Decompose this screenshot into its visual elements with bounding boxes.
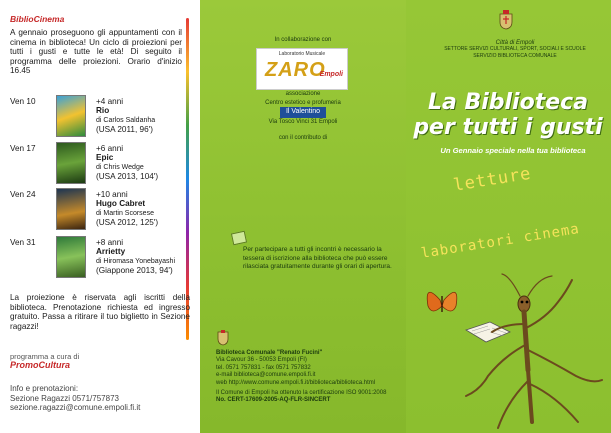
film-poster bbox=[56, 236, 86, 278]
address-line: Via Cavour 36 - 50053 Empoli (FI) bbox=[216, 357, 307, 364]
zaro-logo bbox=[256, 48, 348, 90]
film-info: (Giappone 2013, 94') bbox=[96, 266, 173, 276]
web-line: web http://www.comune.empoli.fi.it/biblioteca/biblioteca.html bbox=[216, 379, 376, 386]
film-age: +4 anni bbox=[96, 97, 124, 106]
stick-insect-icon bbox=[466, 274, 602, 428]
crest-icon bbox=[216, 330, 230, 346]
municipality-service: SERVIZIO BIBLIOTECA COMUNALE bbox=[473, 52, 557, 59]
sponsor-line-4: con il contributo di bbox=[278, 135, 328, 142]
film-title: Arrietty bbox=[96, 247, 126, 257]
book-icon bbox=[466, 322, 510, 342]
film-info: (USA 2011, 96') bbox=[96, 125, 153, 135]
library-address bbox=[216, 350, 402, 405]
municipality-name: Città di Empoli bbox=[495, 40, 535, 46]
crest-icon bbox=[498, 10, 514, 30]
film-director: di Chris Wedge bbox=[96, 163, 144, 171]
certification-number: No. CERT-17609-2005-AQ-FLR-SINCERT bbox=[216, 397, 331, 404]
reservation-note: La proiezione è riservata agli iscritti della biblioteca. Prenotazione richiesta ed ingresso gratuito. Passa a ritirare il tuo biglietto in Sezione ragazzi! bbox=[10, 293, 190, 331]
film-date: Ven 24 bbox=[10, 190, 36, 199]
film-item bbox=[10, 190, 190, 240]
film-title: Rio bbox=[96, 106, 110, 116]
film-text bbox=[96, 238, 175, 276]
word-letture: letture bbox=[452, 163, 533, 196]
logo-big-text: ZARO bbox=[265, 59, 326, 81]
page-title bbox=[410, 90, 606, 140]
film-director: di Martin Scorsese bbox=[96, 209, 154, 217]
logo-small-text: Laboratorio Musicale bbox=[278, 51, 326, 57]
stick-insect-reading-illustration bbox=[406, 272, 611, 433]
film-poster bbox=[56, 95, 86, 137]
film-info: (USA 2012, 125') bbox=[96, 218, 159, 228]
info-email: sezione.ragazzi@comune.empoli.fi.it bbox=[10, 403, 141, 413]
collaboration-label: In collaborazione con bbox=[274, 37, 332, 43]
organizer-label: programma a cura di bbox=[10, 352, 80, 361]
film-age: +6 anni bbox=[96, 144, 124, 153]
certification-line: Il Comune di Empoli ha ottenuto la certificazione ISO 9001:2008 bbox=[216, 390, 387, 397]
film-age: +8 anni bbox=[96, 238, 124, 247]
film-age: +10 anni bbox=[96, 190, 128, 199]
film-director: di Carlos Saldanha bbox=[96, 116, 156, 124]
film-item bbox=[10, 144, 190, 194]
sponsor-line-1: associazione bbox=[285, 91, 321, 97]
word-laboratori-cinema: laboratori cinema bbox=[420, 220, 581, 262]
film-date: Ven 10 bbox=[10, 97, 36, 106]
sponsor-line-3: Via Tosco Vinci 31 Empoli bbox=[268, 118, 338, 125]
sponsor-lines bbox=[216, 90, 390, 143]
film-text bbox=[96, 190, 158, 228]
film-text bbox=[96, 97, 155, 135]
municipality-dept: SETTORE SERVIZI CULTURALI, SPORT, SOCIALI E SCUOLE bbox=[444, 46, 586, 53]
intro-text: A gennaio proseguono gli appuntamenti con il cinema in biblioteca! Un ciclo di proiezioni per tutti i gusti e tutte le età! Di seguito il programma delle proiezioni. Orario d'inizio 16.45 bbox=[10, 28, 182, 76]
film-director: di Hiromasa Yonebayashi bbox=[96, 257, 175, 265]
film-title: Hugo Cabret bbox=[96, 199, 146, 209]
title-line-1: La Biblioteca bbox=[427, 90, 589, 115]
film-item bbox=[10, 97, 190, 147]
film-poster bbox=[56, 188, 86, 230]
organizer-credit bbox=[10, 352, 79, 370]
sponsor-line-2: Centro estetico e profumeria bbox=[265, 99, 341, 106]
email-line: e-mail biblioteca@comune.empoli.fi.it bbox=[216, 372, 316, 379]
film-text bbox=[96, 144, 158, 182]
library-name: Biblioteca Comunale "Renato Fucini" bbox=[216, 350, 323, 356]
membership-note: Per partecipare a tutti gli incontri è necessario la tessera di iscrizione alla biblioteca che può essere rilasciata gratuitamente durante gli orari di apertura. bbox=[243, 246, 392, 271]
contact-info bbox=[10, 384, 140, 413]
phone-line: tel. 0571 757831 - fax 0571 757832 bbox=[216, 364, 311, 371]
film-item bbox=[10, 238, 190, 288]
page-subtitle: Un Gennaio speciale nella tua biblioteca bbox=[440, 146, 586, 155]
film-date: Ven 17 bbox=[10, 144, 36, 153]
section-header: BiblioCinema bbox=[10, 14, 65, 24]
info-phone: Sezione Ragazzi 0571/757873 bbox=[10, 393, 119, 403]
municipality-header bbox=[430, 40, 600, 59]
title-line-2: per tutti i gusti bbox=[413, 115, 603, 140]
film-date: Ven 31 bbox=[10, 238, 36, 247]
butterfly-icon bbox=[427, 292, 457, 312]
logo-sub-text: Empoli bbox=[319, 71, 343, 78]
film-info: (USA 2013, 104') bbox=[96, 172, 159, 182]
organizer-logo: PromoCultura bbox=[10, 360, 71, 370]
info-label: Info e prenotazioni: bbox=[10, 384, 79, 393]
valentino-logo: Il Valentino bbox=[280, 107, 326, 118]
film-poster bbox=[56, 142, 86, 184]
film-title: Epic bbox=[96, 153, 114, 163]
